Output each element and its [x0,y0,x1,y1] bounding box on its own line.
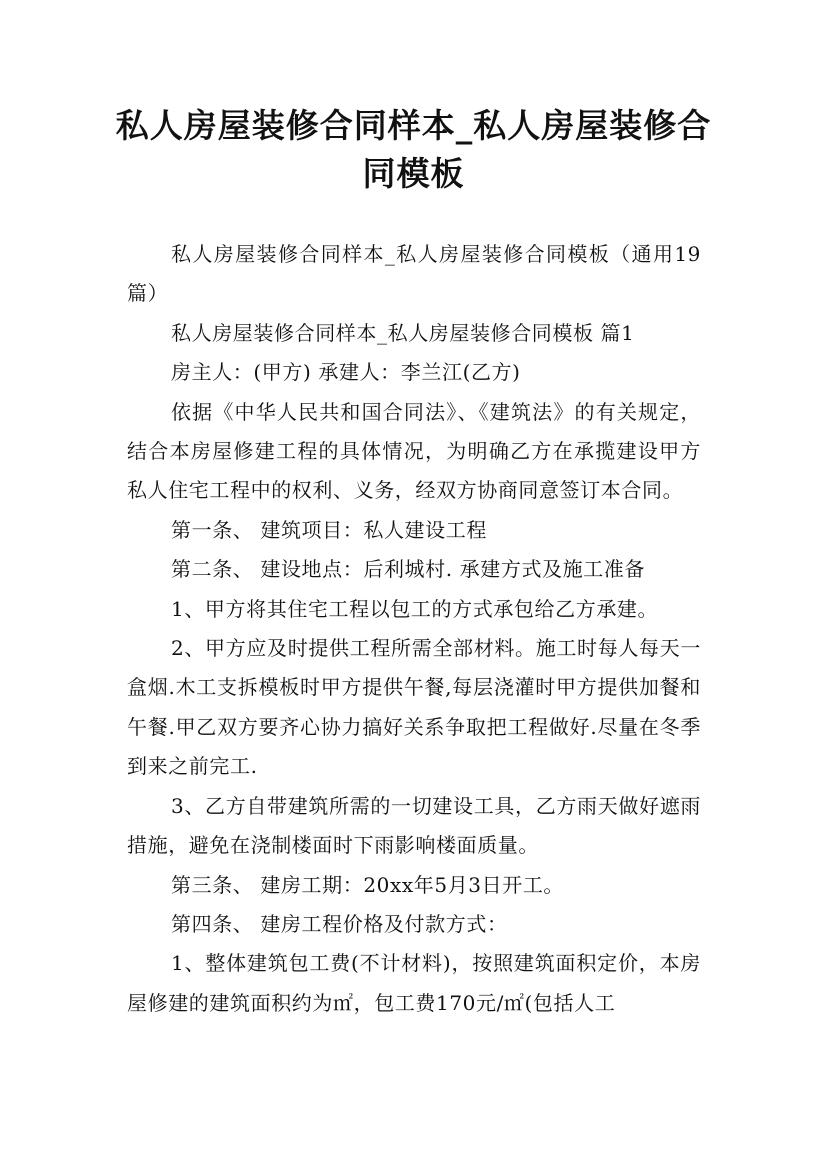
paragraph-article-4: 第四条、 建房工程价格及付款方式： [171,911,508,936]
paragraph-section-heading: 私人房屋装修合同样本_私人房屋装修合同模板 篇1 [171,320,635,345]
paragraph-subtitle: 私人房屋装修合同样本_私人房屋装修合同模板（通用19篇） [127,242,701,306]
paragraph-payment-clause-1: 1、整体建筑包工费(不计材料)，按照建筑面积定价，本房屋修建的建筑面积约为㎡，包工费170元/㎡(包括人工 [127,951,701,1015]
paragraph-preamble: 依据《中华人民共和国合同法》、《建筑法》的有关规定，结合本房屋修建工程的具体情况，为明确乙方在承揽建设甲方私人住宅工程中的权利、义务，经双方协商同意签订本合同。 [127,399,701,503]
paragraph-clause-3: 3、乙方自带建筑所需的一切建设工具，乙方雨天做好遮雨措施，避免在浇制楼面时下雨影响楼面质量。 [127,793,701,858]
paragraph-clause-2: 2、甲方应及时提供工程所需全部材料。施工时每人每天一盒烟.木工支拆模板时甲方提供午餐,每层浇灌时甲方提供加餐和午餐.甲乙双方要齐心协力搞好关系争取把工程做好.尽量在冬季到来之前完工. [127,636,701,779]
paragraph-article-2: 第二条、 建设地点：后利城村. 承建方式及施工准备 [171,557,646,582]
paragraph-parties: 房主人：(甲方) 承建人：李兰江(乙方) [171,360,521,385]
document-title: 私人房屋装修合同样本_私人房屋装修合同模板 [115,106,712,193]
paragraph-article-1: 第一条、 建筑项目：私人建设工程 [171,517,487,542]
paragraph-article-3: 第三条、 建房工期：20xx年5月3日开工。 [171,872,565,897]
paragraph-clause-1: 1、甲方将其住宅工程以包工的方式承包给乙方承建。 [171,596,659,621]
document-body [127,235,701,1023]
